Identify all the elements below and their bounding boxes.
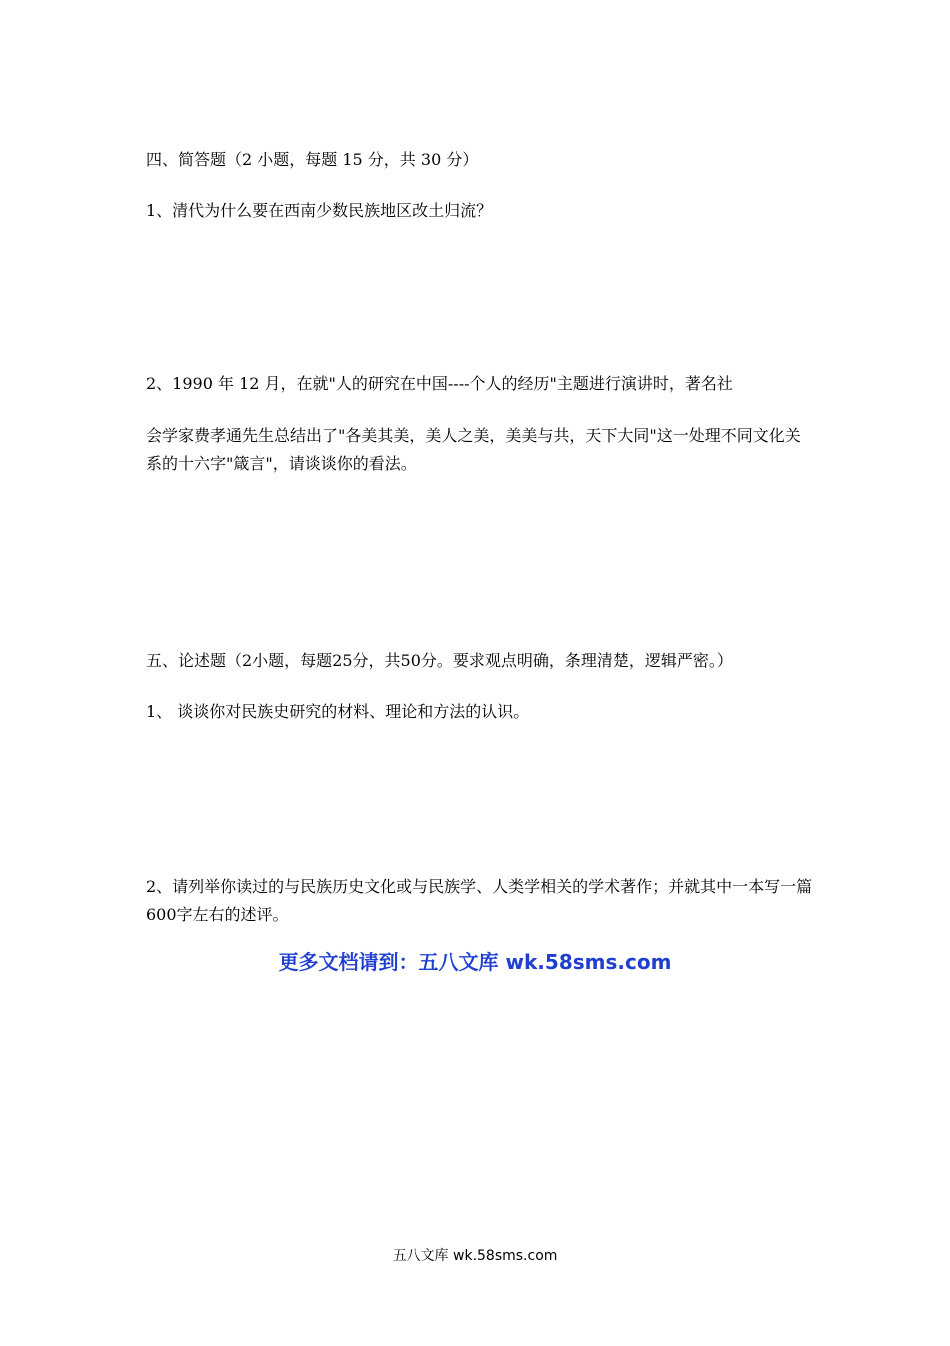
section4-question-2-line2: 会学家费孝通先生总结出了"各美其美，美人之美，美美与共，天下大同"这一处理不同文化关系的十六字"箴言"，请谈谈你的看法。 — [146, 426, 801, 473]
section4-question-1: 1、清代为什么要在西南少数民族地区改土归流？ — [146, 201, 493, 220]
section5-question-2: 2、请列举你读过的与民族历史文化或与民族学、人类学相关的学术著作；并就其中一本写一篇600字左右的述评。 — [146, 877, 813, 924]
section4-question-2-line1: 2、1990 年 12 月，在就"人的研究在中国----个人的经历"主题进行演讲时，著名社 — [146, 374, 733, 393]
section5-question-1: 1、 谈谈你对民族史研究的材料、理论和方法的认识。 — [146, 702, 530, 721]
page-footer: 五八文库 wk.58sms.com — [392, 1248, 558, 1264]
promo-link-text: 更多文档请到：五八文库 wk.58sms.com — [278, 950, 672, 974]
section4-heading: 四、简答题（2 小题，每题 15 分，共 30 分） — [146, 150, 479, 169]
section5-heading: 五、论述题（2小题，每题25分，共50分。要求观点明确，条理清楚，逻辑严密。） — [146, 651, 733, 670]
